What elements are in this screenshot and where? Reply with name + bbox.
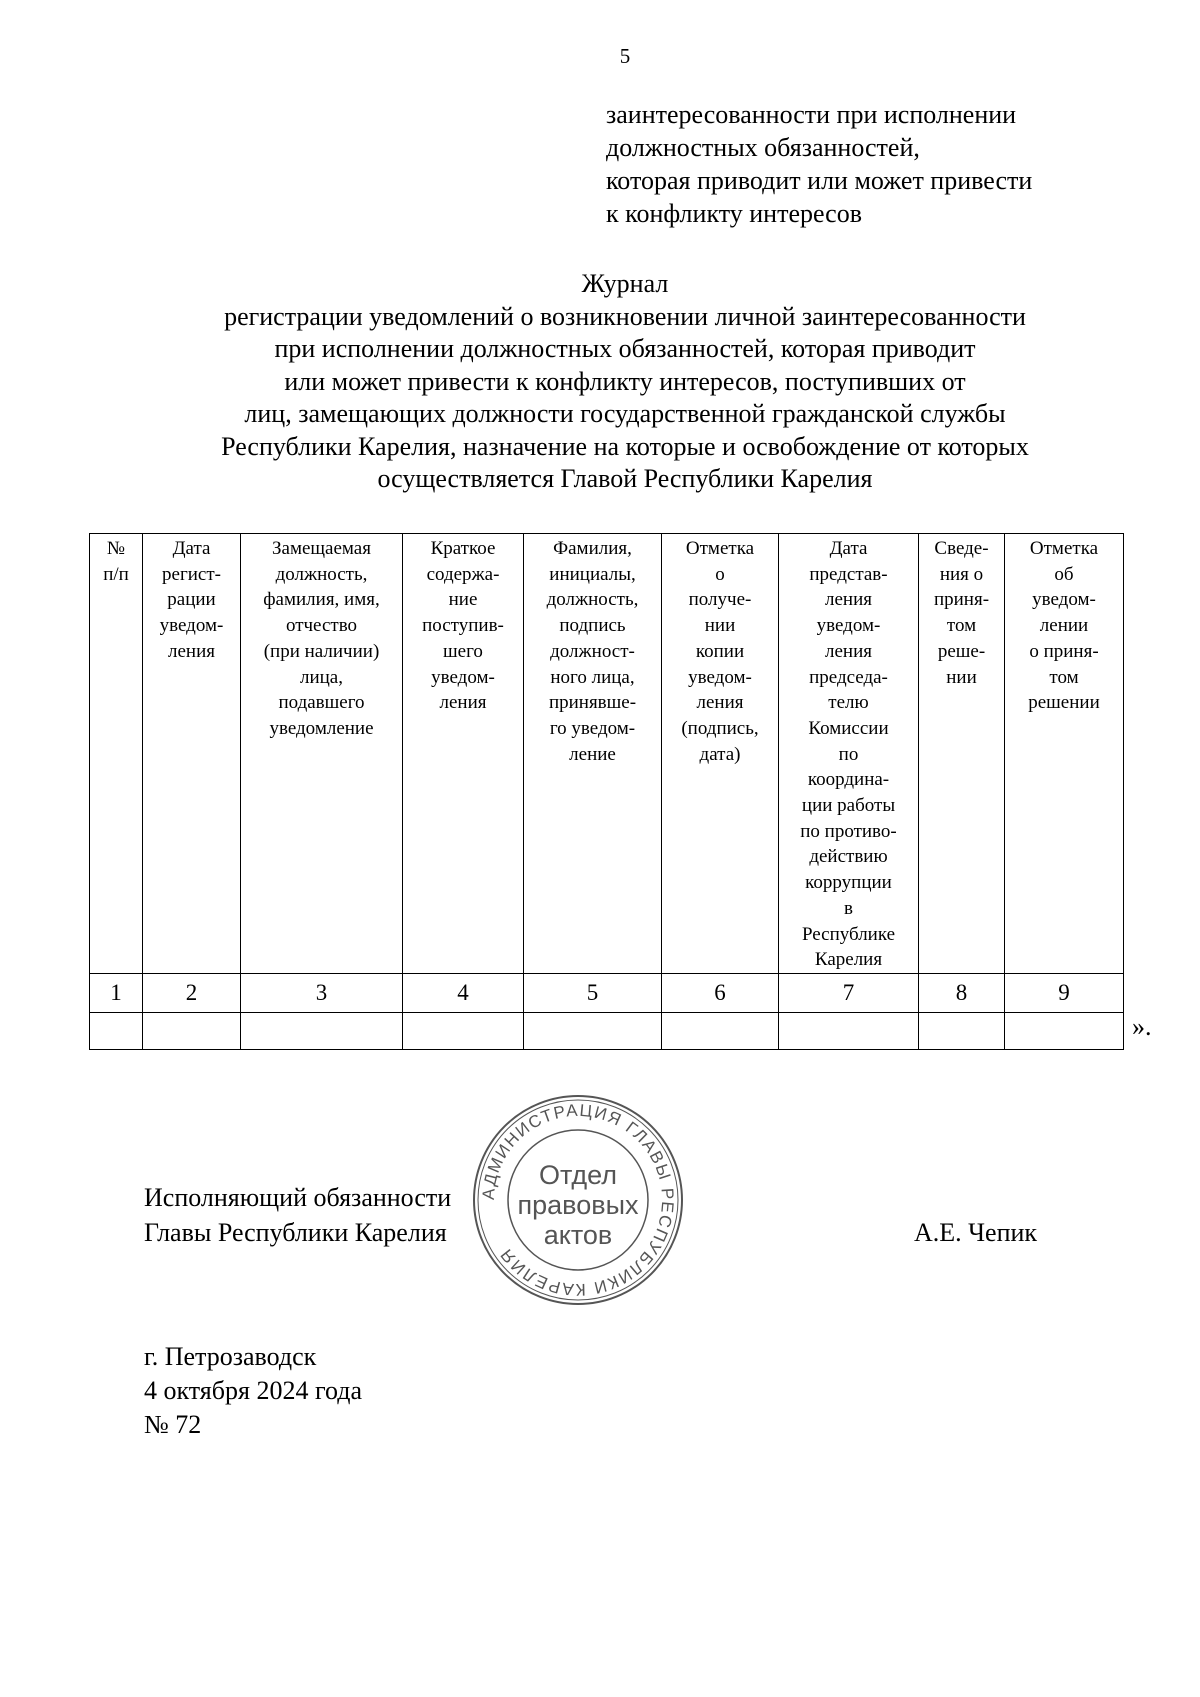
- footer-city: г. Петрозаводск: [144, 1342, 317, 1371]
- column-header-line: нии: [946, 666, 977, 688]
- stamp-center-line: Отдел: [538, 1160, 618, 1190]
- column-header-line: уведом-: [1032, 589, 1096, 611]
- column-header-line: получе-: [688, 589, 752, 611]
- column-header-line: (подпись,: [681, 717, 759, 739]
- column-number-cell: 7: [779, 973, 919, 1012]
- column-number-cell: 9: [1005, 973, 1124, 1012]
- column-header-line: Дата: [172, 538, 211, 559]
- column-header-line: лении: [1039, 615, 1089, 637]
- column-header-line: ния о: [939, 563, 984, 585]
- column-header-line: уведом-: [159, 615, 224, 637]
- column-header-line: уведомление: [269, 717, 374, 739]
- column-header-line: реше-: [937, 640, 986, 662]
- column-header-line: ление: [569, 743, 616, 765]
- column-header-line: Отметка: [1029, 538, 1099, 559]
- column-header: [1005, 534, 1124, 974]
- column-header-line: ние: [448, 589, 478, 611]
- column-header-line: ления: [825, 589, 872, 611]
- title-line: лиц, замещающих должности государственной гражданской службы: [244, 399, 1006, 428]
- official-stamp-icon: [470, 1092, 686, 1308]
- column-header-line: копии: [695, 640, 745, 662]
- column-header-line: фамилия, имя,: [263, 589, 380, 611]
- column-header-line: ции работы: [801, 795, 896, 817]
- footer-number: № 72: [144, 1410, 202, 1439]
- column-header-line: ления: [825, 640, 872, 662]
- column-header-line: уведом-: [816, 615, 881, 637]
- column-header-line: том: [946, 615, 977, 637]
- table-empty-row: [90, 1012, 1124, 1049]
- footer-block: [144, 1340, 362, 1442]
- stamp-center-line: правовых: [517, 1190, 639, 1220]
- column-header-line: приня-: [933, 589, 990, 611]
- column-header-line: Республике: [801, 923, 896, 945]
- column-header-line: Фамилия,: [553, 538, 632, 559]
- column-header: [241, 534, 403, 974]
- column-header-line: ного лица,: [550, 666, 635, 688]
- column-header-line: Сведе-: [934, 538, 989, 559]
- column-header-line: по противо-: [800, 820, 897, 842]
- header-line: заинтересованности при исполнении: [606, 100, 1017, 129]
- footer-date: 4 октября 2024 года: [144, 1376, 362, 1405]
- column-header-line: коррупции: [805, 872, 892, 894]
- column-header-line: дата): [699, 743, 741, 765]
- column-header-line: Дата: [829, 538, 868, 559]
- column-header-line: нии: [704, 615, 736, 637]
- position-line: Исполняющий обязанности: [144, 1183, 452, 1212]
- column-header-line: рации: [167, 589, 216, 611]
- column-header-line: ления: [696, 692, 744, 714]
- column-header-line: Комиссии: [808, 717, 889, 739]
- empty-cell: [241, 1012, 403, 1049]
- empty-cell: [90, 1012, 143, 1049]
- closing-quote: ».: [1132, 1012, 1152, 1041]
- column-header-line: решении: [1028, 692, 1100, 714]
- title-line: при исполнении должностных обязанностей, которая приводит: [274, 334, 976, 363]
- title-line: Республики Карелия, назначение на которые и освобождение от которых: [221, 431, 1029, 461]
- document-title: [120, 268, 1130, 496]
- column-header: [662, 534, 779, 974]
- column-number-cell: 8: [919, 973, 1005, 1012]
- column-number-cell: 2: [143, 973, 241, 1012]
- signature-position: [144, 1180, 451, 1250]
- title-line: или может привести к конфликту интересов, поступивших от: [284, 366, 966, 396]
- column-header: [143, 534, 241, 974]
- empty-cell: [779, 1012, 919, 1049]
- column-header-line: регист-: [162, 563, 221, 585]
- column-header-line: Карелия: [814, 949, 883, 971]
- header-line: которая приводит или может привести: [606, 166, 1033, 195]
- signer-name: А.Е. Чепик: [914, 1218, 1038, 1247]
- column-header-line: Замещаемая: [272, 538, 371, 559]
- column-header: [403, 534, 524, 974]
- column-header-line: об: [1054, 563, 1074, 585]
- title-line: регистрации уведомлений о возникновении личной заинтересованности: [224, 301, 1026, 331]
- stamp-center-line: актов: [543, 1220, 613, 1250]
- column-header-line: должность,: [275, 563, 368, 585]
- column-header-line: поступив-: [422, 615, 504, 637]
- column-header-line: действию: [809, 846, 888, 868]
- title-line: осуществляется Главой Республики Карелия: [377, 464, 873, 493]
- column-header-line: уведом-: [688, 666, 752, 688]
- column-header-line: в: [844, 897, 853, 919]
- column-header-line: п/п: [103, 563, 129, 585]
- column-header-line: представ-: [809, 563, 888, 585]
- column-header-line: по: [838, 743, 859, 765]
- column-header-line: содержа-: [426, 563, 500, 585]
- column-header: [919, 534, 1005, 974]
- column-header-line: ления: [439, 692, 487, 714]
- page-number: 5: [619, 44, 631, 68]
- column-header-line: координа-: [807, 769, 890, 791]
- empty-cell: [1005, 1012, 1124, 1049]
- empty-cell: [143, 1012, 241, 1049]
- empty-cell: [919, 1012, 1005, 1049]
- column-header: [779, 534, 919, 974]
- table-header-row: [90, 534, 1124, 974]
- header-block: [606, 98, 1032, 230]
- column-header-line: го уведом-: [549, 717, 636, 739]
- column-header-line: должност-: [550, 640, 635, 662]
- column-header-line: инициалы,: [549, 563, 636, 585]
- column-number-cell: 4: [403, 973, 524, 1012]
- column-header-line: о: [715, 563, 725, 585]
- column-header-line: председа-: [809, 666, 888, 688]
- title-line: Журнал: [581, 269, 669, 298]
- column-header-line: Краткое: [430, 538, 496, 559]
- column-header-line: Отметка: [685, 538, 755, 559]
- stamp-ring-text: АДМИНИСТРАЦИЯ ГЛАВЫ РЕСПУБЛИКИ КАРЕЛИЯ: [478, 1100, 678, 1300]
- empty-cell: [403, 1012, 524, 1049]
- column-header-line: шего: [443, 640, 483, 662]
- column-header-line: №: [106, 538, 126, 559]
- column-header-line: должность,: [546, 589, 639, 611]
- empty-cell: [524, 1012, 662, 1049]
- column-header-line: (при наличии): [263, 640, 380, 662]
- column-header: [524, 534, 662, 974]
- column-number-cell: 1: [90, 973, 143, 1012]
- column-header-line: ления: [168, 640, 215, 662]
- column-header-line: уведом-: [431, 666, 495, 688]
- column-header-line: том: [1049, 666, 1079, 688]
- column-header-line: отчество: [285, 615, 358, 637]
- column-header: [90, 534, 143, 974]
- column-number-cell: 3: [241, 973, 403, 1012]
- column-header-line: телю: [828, 692, 869, 714]
- column-header-line: о приня-: [1029, 640, 1099, 662]
- column-header-line: принявше-: [548, 692, 637, 714]
- column-header-line: лица,: [299, 666, 343, 688]
- table-number-row: [90, 973, 1124, 1012]
- position-line: Главы Республики Карелия: [144, 1218, 447, 1247]
- column-number-cell: 6: [662, 973, 779, 1012]
- journal-table: [89, 533, 1124, 1050]
- column-header-line: подавшего: [278, 692, 365, 714]
- empty-cell: [662, 1012, 779, 1049]
- column-number-cell: 5: [524, 973, 662, 1012]
- header-line: должностных обязанностей,: [606, 133, 920, 162]
- column-header-line: подпись: [559, 615, 626, 637]
- header-line: к конфликту интересов: [606, 199, 862, 228]
